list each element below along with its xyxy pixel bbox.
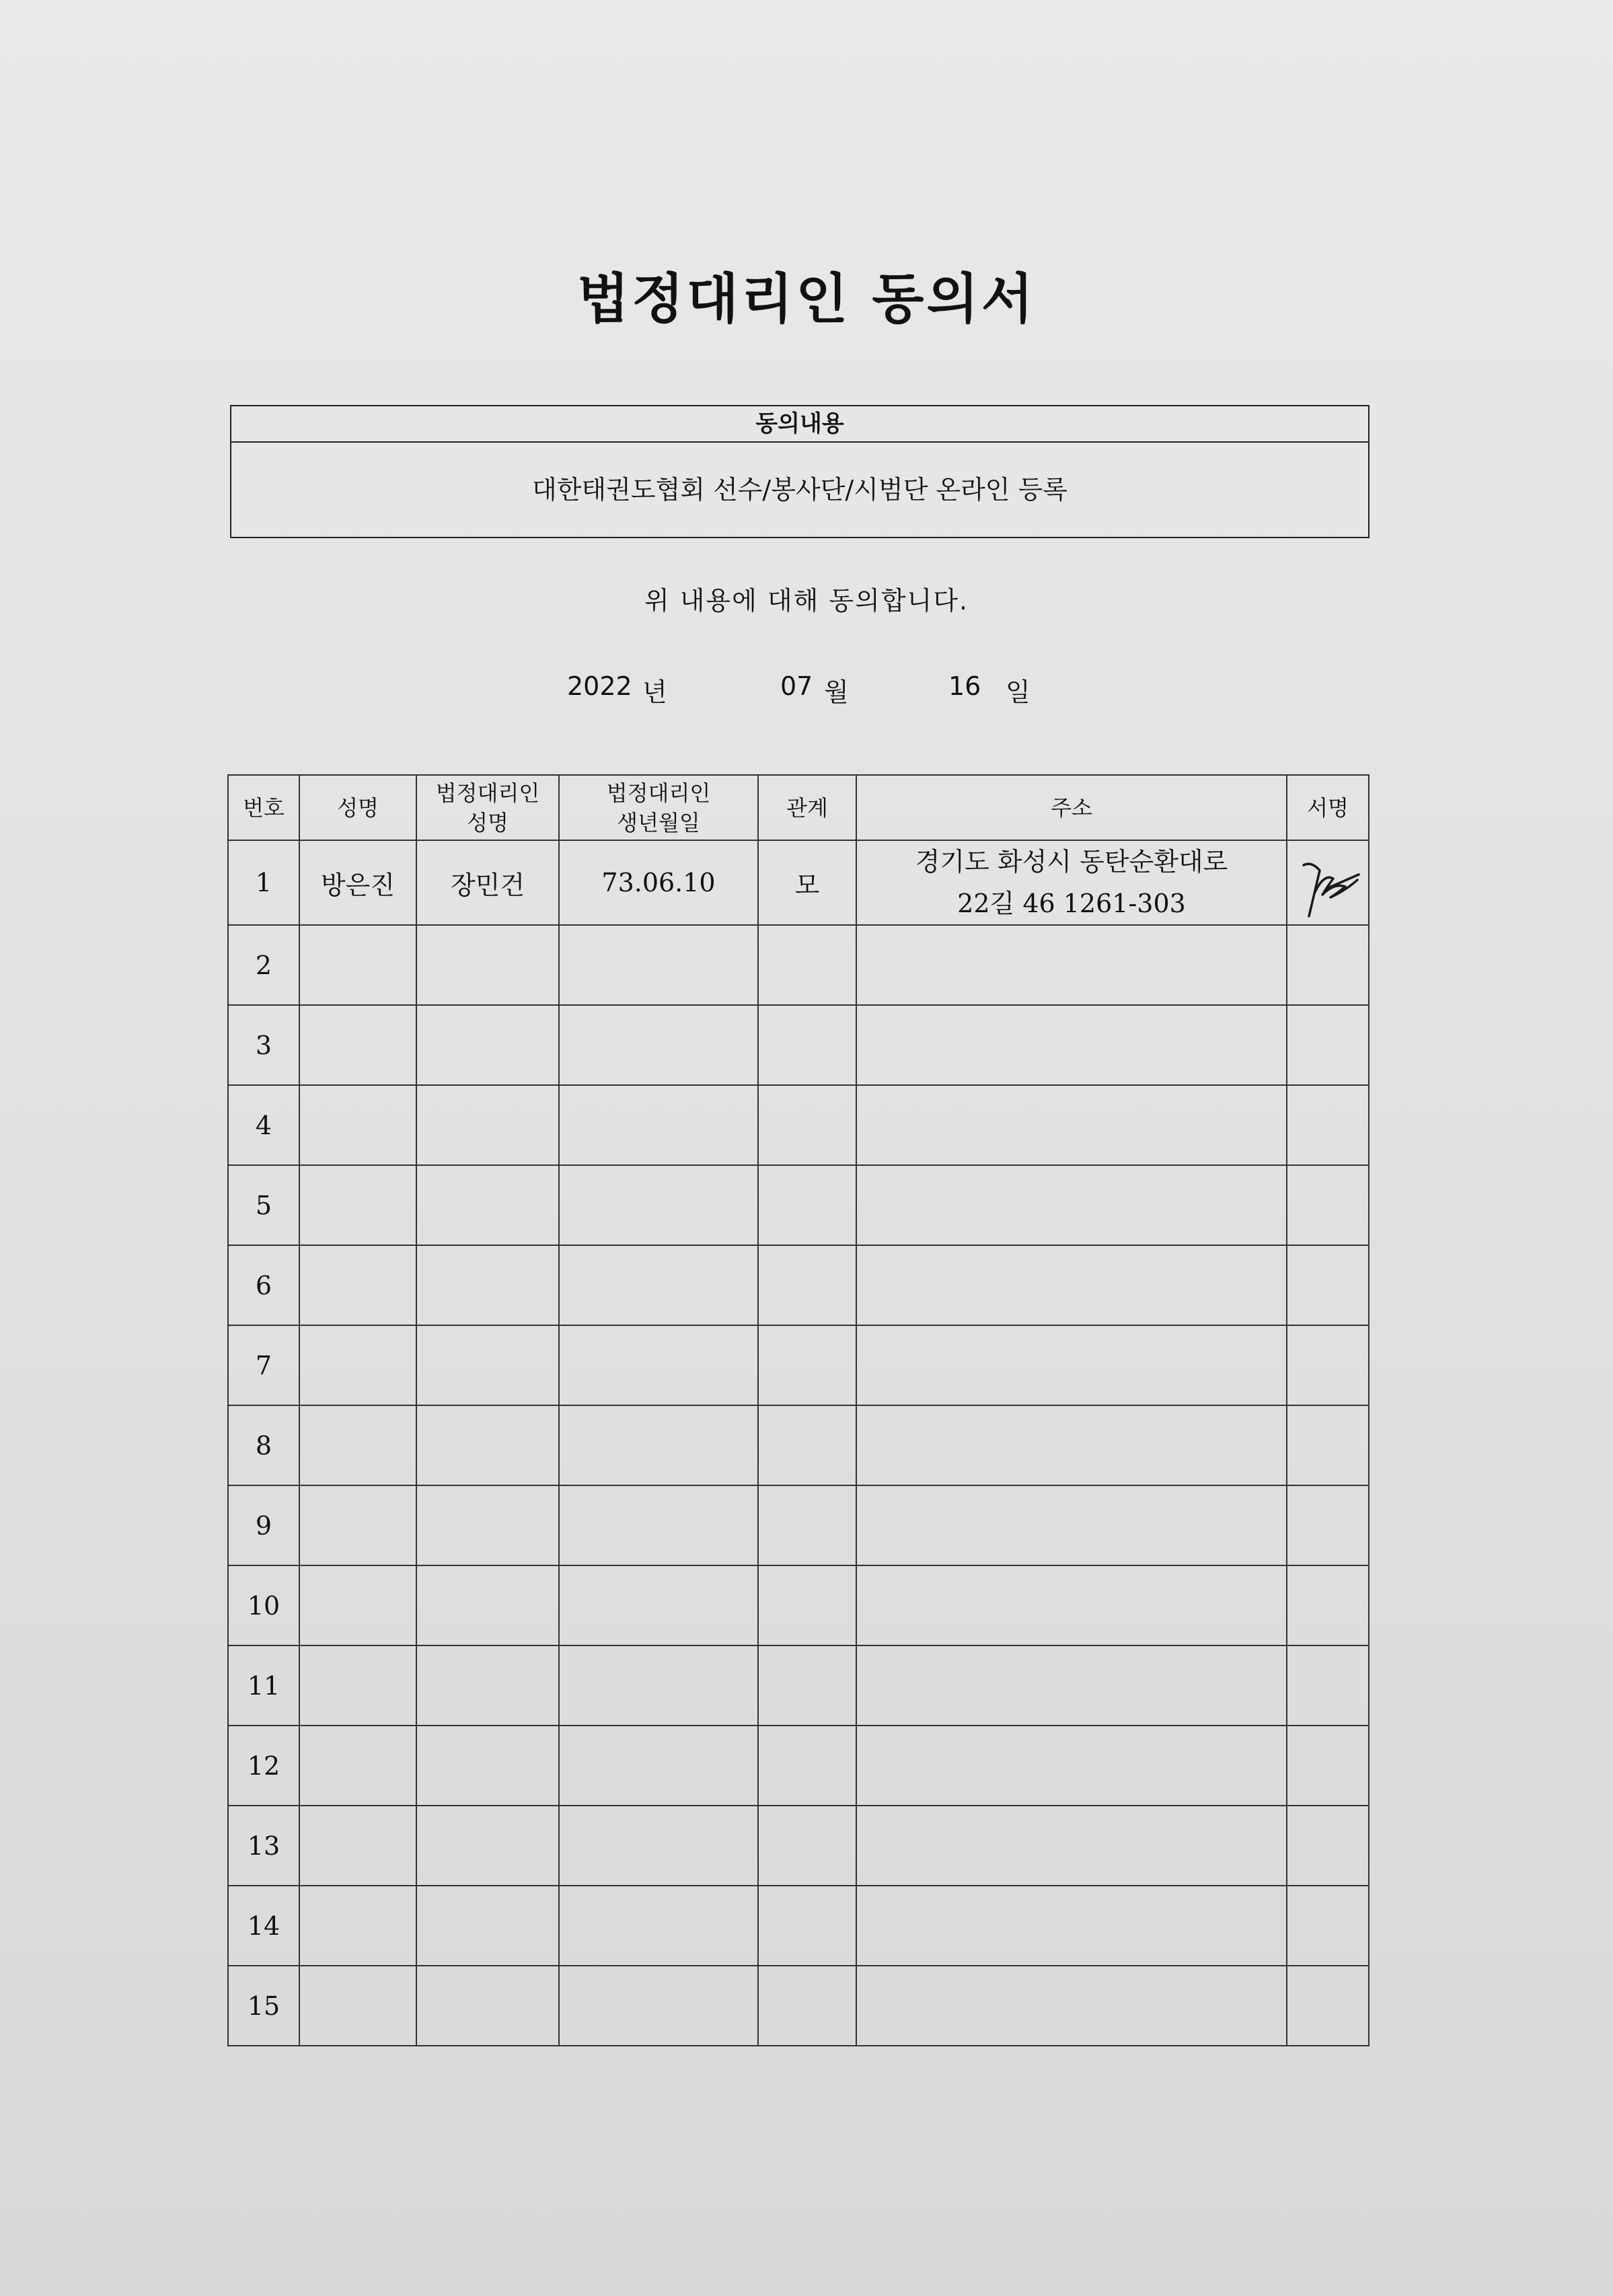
row-address — [856, 1565, 1287, 1645]
table-row — [228, 1886, 1369, 1966]
header-guardian-birth-line2: 생년월일 — [617, 809, 700, 836]
row-guardian-birth — [559, 1806, 758, 1886]
row-signature — [1287, 1085, 1369, 1165]
table-row — [228, 1005, 1369, 1085]
row-address — [856, 1806, 1287, 1886]
row-guardian-birth — [559, 925, 758, 1005]
row-guardian-name — [416, 1726, 559, 1806]
row-relation — [758, 1565, 856, 1645]
row-name — [299, 925, 416, 1005]
row-name — [299, 1886, 416, 1966]
row-address — [856, 1085, 1287, 1165]
row-address — [856, 1966, 1287, 2046]
row-guardian-name — [416, 1806, 559, 1886]
row-signature — [1287, 1645, 1369, 1726]
page-title: 법정대리인 동의서 — [576, 268, 1037, 330]
row-name — [299, 1726, 416, 1806]
table-row — [228, 1165, 1369, 1245]
row-signature — [1287, 1485, 1369, 1565]
row-relation — [758, 1886, 856, 1966]
row-relation — [758, 1645, 856, 1726]
row-signature — [1287, 840, 1369, 925]
row-relation — [758, 1245, 856, 1325]
row-guardian-birth — [559, 1005, 758, 1085]
row-address — [856, 1645, 1287, 1726]
row-name — [299, 1565, 416, 1645]
row-address — [856, 1405, 1287, 1485]
row-name — [299, 1325, 416, 1405]
table-row — [228, 840, 1369, 925]
row-guardian-name — [416, 1886, 559, 1966]
row-address — [856, 1886, 1287, 1966]
row-address — [856, 1245, 1287, 1325]
row-guardian-name — [416, 1966, 559, 2046]
table-row — [228, 1565, 1369, 1645]
header-relation: 관계 — [758, 775, 856, 840]
row-guardian-name — [416, 1325, 559, 1405]
table-row — [228, 1806, 1369, 1886]
date-day-label: 일 — [1006, 677, 1030, 707]
row-guardian-birth — [559, 1165, 758, 1245]
row-signature — [1287, 1405, 1369, 1485]
agreement-statement: 위 내용에 대해 동의합니다. — [644, 586, 969, 616]
row-name — [299, 1645, 416, 1726]
row-address — [856, 1325, 1287, 1405]
date-month: 07 — [780, 671, 813, 701]
row-guardian-birth — [559, 1245, 758, 1325]
row-name — [299, 1165, 416, 1245]
row-name — [299, 1245, 416, 1325]
row-number: 14 — [228, 1886, 299, 1966]
row-address — [856, 1485, 1287, 1565]
row-relation: 모 — [758, 840, 856, 925]
row-signature — [1287, 1966, 1369, 2046]
row-signature — [1287, 925, 1369, 1005]
row-number: 7 — [228, 1325, 299, 1405]
row-signature — [1287, 1245, 1369, 1325]
row-number: 2 — [228, 925, 299, 1005]
row-relation — [758, 1005, 856, 1085]
date-year: 2022 — [567, 671, 632, 701]
row-name — [299, 1085, 416, 1165]
row-address-line2: 22길 46 1261-303 — [957, 889, 1186, 918]
row-signature — [1287, 1005, 1369, 1085]
row-relation — [758, 1165, 856, 1245]
row-relation — [758, 1405, 856, 1485]
table-row — [228, 1485, 1369, 1565]
table-row — [228, 1405, 1369, 1485]
row-address — [856, 1005, 1287, 1085]
row-number: 1 — [228, 840, 299, 925]
row-guardian-birth: 73.06.10 — [559, 840, 758, 925]
row-address — [856, 840, 1287, 925]
table-row — [228, 1325, 1369, 1405]
row-signature — [1287, 1325, 1369, 1405]
table-header-row — [228, 775, 1369, 840]
row-relation — [758, 925, 856, 1005]
row-signature — [1287, 1726, 1369, 1806]
row-guardian-name: 장민건 — [416, 840, 559, 925]
header-address: 주소 — [856, 775, 1287, 840]
row-guardian-name — [416, 1565, 559, 1645]
header-number: 번호 — [228, 775, 299, 840]
table-row — [228, 925, 1369, 1005]
header-guardian-name-line1: 법정대리인 — [435, 780, 540, 806]
row-guardian-name — [416, 1405, 559, 1485]
row-address — [856, 1726, 1287, 1806]
row-signature — [1287, 1165, 1369, 1245]
row-guardian-name — [416, 1165, 559, 1245]
row-guardian-birth — [559, 1966, 758, 2046]
table-row — [228, 1726, 1369, 1806]
row-guardian-birth — [559, 1726, 758, 1806]
row-number: 8 — [228, 1405, 299, 1485]
row-relation — [758, 1485, 856, 1565]
row-guardian-name — [416, 1085, 559, 1165]
row-guardian-birth — [559, 1485, 758, 1565]
row-guardian-birth — [559, 1405, 758, 1485]
row-guardian-birth — [559, 1325, 758, 1405]
row-number: 13 — [228, 1806, 299, 1886]
guardian-roster-table — [227, 774, 1370, 2046]
row-number: 9 — [228, 1485, 299, 1565]
row-number: 4 — [228, 1085, 299, 1165]
table-row — [228, 1645, 1369, 1726]
date-day: 16 — [948, 671, 981, 701]
header-guardian-birth — [559, 775, 758, 840]
table-row — [228, 1085, 1369, 1165]
row-number: 11 — [228, 1645, 299, 1726]
header-guardian-name — [416, 775, 559, 840]
row-address — [856, 1165, 1287, 1245]
header-signature: 서명 — [1287, 775, 1369, 840]
header-guardian-name-line2: 성명 — [467, 809, 509, 836]
header-name: 성명 — [299, 775, 416, 840]
header-guardian-birth-line1: 법정대리인 — [606, 780, 711, 806]
row-number: 15 — [228, 1966, 299, 2046]
date-month-label: 월 — [824, 677, 849, 707]
row-number: 6 — [228, 1245, 299, 1325]
row-signature — [1287, 1806, 1369, 1886]
row-guardian-name — [416, 1645, 559, 1726]
row-guardian-birth — [559, 1085, 758, 1165]
table-row — [228, 1245, 1369, 1325]
row-signature — [1287, 1886, 1369, 1966]
consent-content-box — [230, 405, 1370, 538]
row-guardian-birth — [559, 1886, 758, 1966]
row-name — [299, 1005, 416, 1085]
row-relation — [758, 1726, 856, 1806]
row-guardian-name — [416, 1485, 559, 1565]
row-name — [299, 1485, 416, 1565]
row-name: 방은진 — [299, 840, 416, 925]
row-relation — [758, 1806, 856, 1886]
row-guardian-birth — [559, 1565, 758, 1645]
consent-content: 대한태권도협회 선수/봉사단/시범단 온라인 등록 — [531, 475, 1067, 505]
row-name — [299, 1806, 416, 1886]
row-guardian-name — [416, 925, 559, 1005]
signature-mark — [1297, 846, 1364, 922]
row-guardian-name — [416, 1245, 559, 1325]
row-guardian-name — [416, 1005, 559, 1085]
row-number: 5 — [228, 1165, 299, 1245]
row-name — [299, 1966, 416, 2046]
row-address — [856, 925, 1287, 1005]
consent-header: 동의내용 — [231, 406, 1368, 443]
table-row — [228, 1966, 1369, 2046]
row-signature — [1287, 1565, 1369, 1645]
row-guardian-birth — [559, 1645, 758, 1726]
row-relation — [758, 1085, 856, 1165]
date-year-label: 년 — [642, 677, 667, 707]
row-address-line1: 경기도 화성시 동탄순환대로 — [915, 847, 1228, 877]
row-relation — [758, 1966, 856, 2046]
row-number: 12 — [228, 1726, 299, 1806]
row-number: 3 — [228, 1005, 299, 1085]
row-relation — [758, 1325, 856, 1405]
row-name — [299, 1405, 416, 1485]
row-number: 10 — [228, 1565, 299, 1645]
